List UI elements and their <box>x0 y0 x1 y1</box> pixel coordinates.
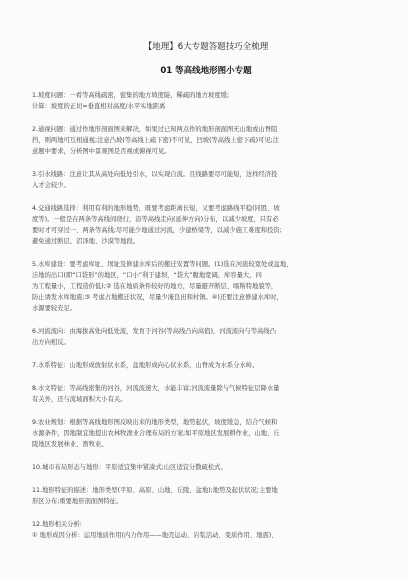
paragraph-line: 度等)。一般是在两条等高线间绕行，沿等高线走向(延伸方向)分布，以减少坡度，只有必 <box>32 216 279 223</box>
paragraph-line: ① 地形成因分析：运用地质作用(内力作用——地壳运动、岩浆活动、变质作用、地震)、 <box>32 532 278 539</box>
paragraph-line: 5.水库建设：要考虑库址、坝址及修建水库后的搬迁安置等问题。(1)选在河流较宽处或盆地、 <box>32 261 293 268</box>
paragraph-item <box>32 485 380 507</box>
paragraph-line: 要时才可穿过一、两条等高线;尽可能少地通过河流，少建桥梁等，以减少施工难度和投资; <box>32 227 282 234</box>
paragraph-line: 6.河流流向：由海拔高处向低处流，发育于河谷(等高线凸向高值)，河流流向与等高线凸 <box>32 328 276 335</box>
paragraph-item <box>32 519 380 541</box>
paragraph-item <box>32 417 380 450</box>
paragraph-item <box>32 383 380 405</box>
paragraph-item <box>32 326 380 348</box>
paragraph-line: 水源条件，因地制宜地提出农林牧渔业合理布局的方案;如平原地区发展耕作业，山地、丘 <box>32 430 280 437</box>
paragraph-line: 防止诱发水库地震;③ 考虑占地搬迁状况，尽量少淹良田和村镇。④)还要注意修建水库时， <box>32 294 283 301</box>
paragraph-line: 挡，则两地可互相通视;注意凸坡(等高线上疏下密)不可见，凹坡(等高线上密下疏)可见;注 <box>32 137 280 144</box>
paragraph-line: 3.引水线路：注意让其从高处向低处引水，以实现自流。且线路要尽可能短，这样经济投 <box>32 171 278 178</box>
paragraph-line: 9.农业规划：根据等高线地形图反映出来的地形类型，地势起伏，坡度缓急，结合气候和 <box>32 419 278 426</box>
paragraph-line: 意题中要求，分析图中景观图是否视或俯视可见。 <box>32 148 171 155</box>
section-title: 01 等高线地形图小专题 <box>160 66 252 76</box>
paragraph-line: 2.通视问题：通过作地形剖面图来解决，如果过已知两点作的地形剖面图无山地或山脊阻 <box>32 126 278 133</box>
paragraph-line: 为工程量小，工程造价低);② 选在地质条件较好的地方，尽量避开断层、喀斯特地貌等， <box>32 283 278 290</box>
paragraph-line: 12.地形相关分析: <box>32 521 82 528</box>
paragraph-line: 11.地形特征的描述：地形类型(平原、高原、山地、丘陵、盆地);地势及起伏状况;主要地 <box>32 487 278 494</box>
document-title: 【地理】6大专题答题技巧全梳理 <box>143 42 269 52</box>
paragraph-line: 7.水系特征：山地形成放射状水系，盆地形成向心状水系，山脊成为水系分水岭。 <box>32 362 259 369</box>
paragraph-line: 避免通过断层、沼泽地、沙漠等地段。 <box>32 238 140 245</box>
paragraph-line: 形区分布;重要地形剖面图特征。 <box>32 498 123 505</box>
paragraph-line: 计算：坡度的正切=垂直相对高度/水平实地距离 <box>32 103 166 110</box>
paragraph-line: 出方向相反。 <box>32 339 70 346</box>
paragraph-line: 洼地的出口(即“口袋形”的地区，“口小”利于建坝，“袋大”腹地宽阔，库容量大，四 <box>32 272 262 279</box>
paragraph-line: 1.坡度问题：一看等高线疏密，密集的地方坡度陡，稀疏的地方坡度缓; <box>32 92 230 99</box>
paragraph-item <box>32 360 380 371</box>
paragraph-item <box>32 259 380 314</box>
paragraph-item <box>32 169 380 191</box>
paragraph-line: 有关外，还与流域面积大小有关。 <box>32 396 127 403</box>
paragraph-line: 陵地区发展林业、畜牧业。 <box>32 441 108 448</box>
paragraph-item <box>32 124 380 157</box>
paragraph-item <box>32 462 380 473</box>
paragraph-item <box>32 90 380 112</box>
document-body <box>32 90 380 541</box>
paragraph-line: 入才会较少。 <box>32 182 70 189</box>
paragraph-line: 10.城市布局形态与地形：平原适宜集中紧凑式;山区适宜分散疏松式。 <box>32 464 227 471</box>
paragraph-line: 4.交通线路选择：利用有利的地形地势，既要考虑距离长短，又要考虑路线平稳(同胜、坡 <box>32 205 280 212</box>
paragraph-line: 8.水文特征：等高线密集的河谷，河流流速大，水能丰富;河流流量除与气候特征层降水量 <box>32 385 280 392</box>
paragraph-item <box>32 203 380 247</box>
paragraph-line: 水源要较充足。 <box>32 305 77 312</box>
